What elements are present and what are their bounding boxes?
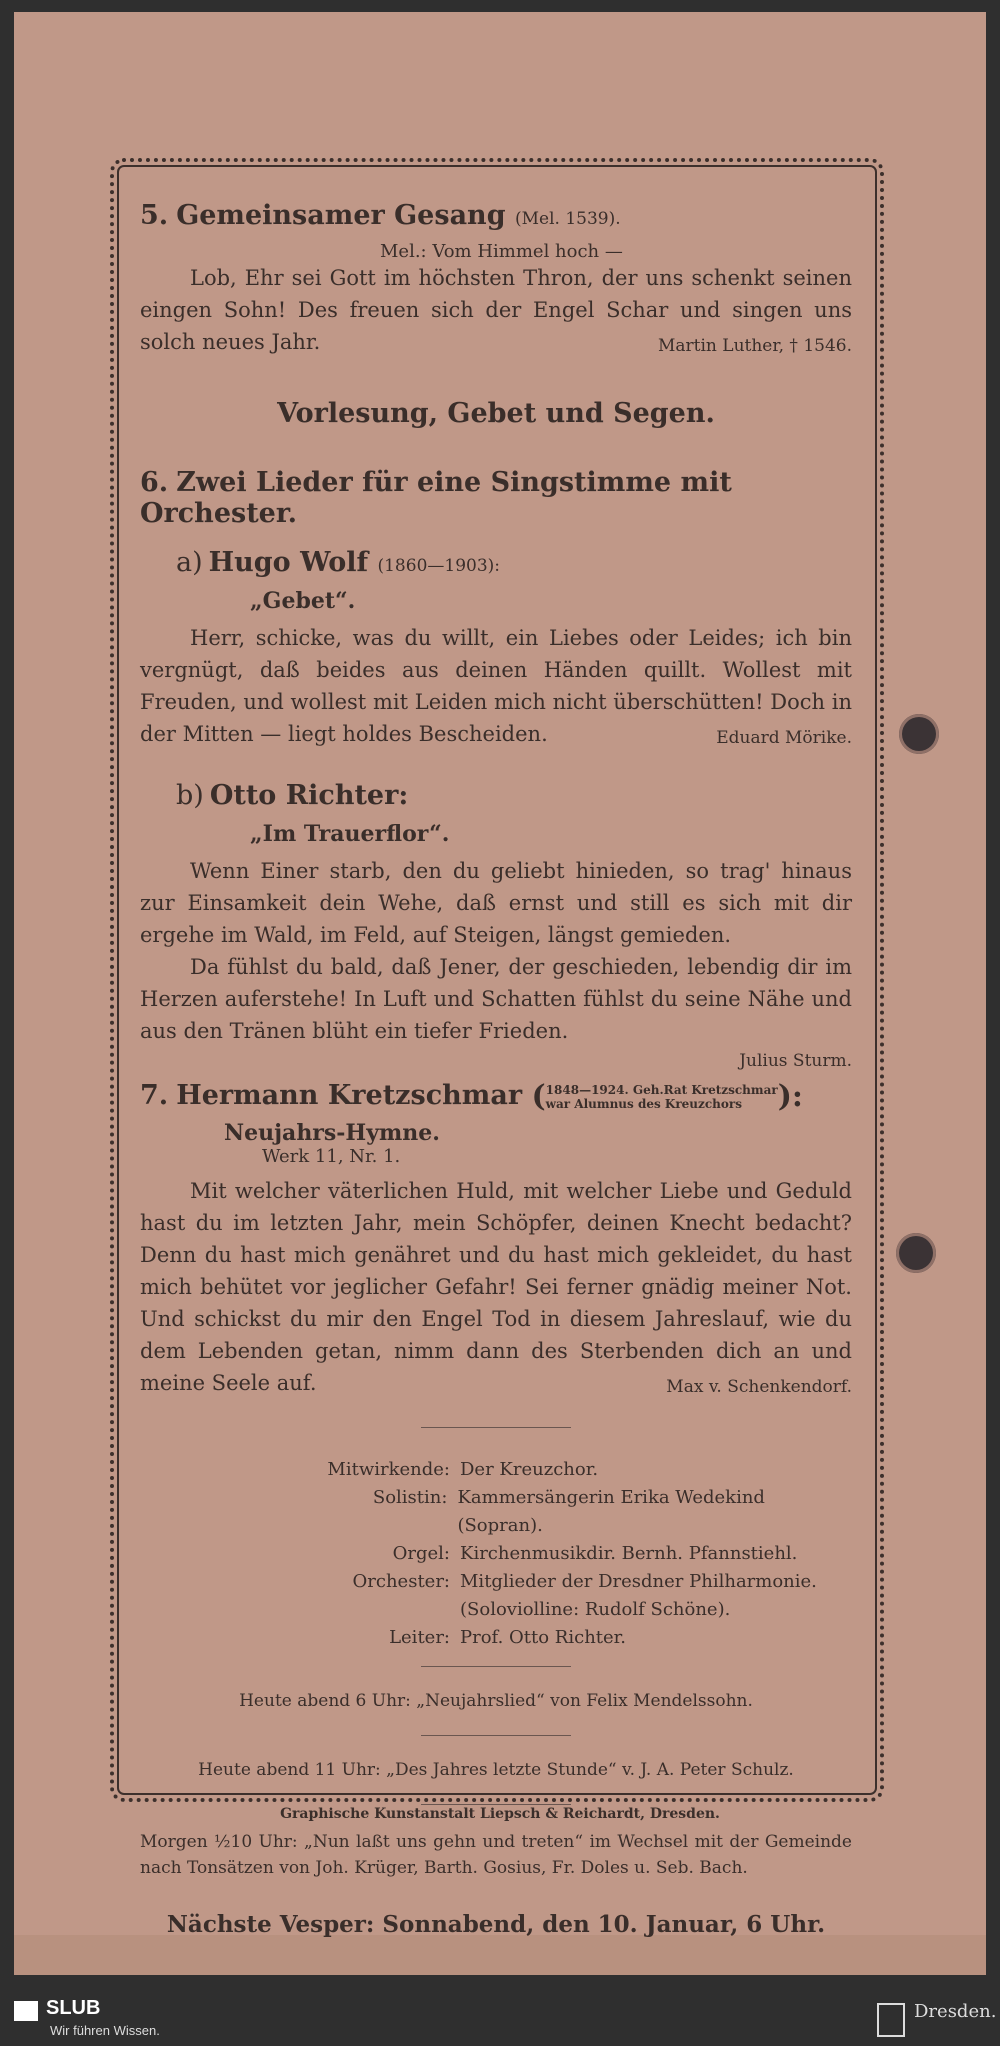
printer-credit: Graphische Kunstanstalt Liepsch & Reichardt, Dresden. [280,1806,720,1822]
slub-logo-icon[interactable] [14,2001,38,2021]
song-a-title: „Gebet“. [250,588,356,614]
vorlesung-heading: Vorlesung, Gebet und Segen. [277,398,715,429]
next-vesper: Nächste Vesper: Sonnabend, den 10. Januar, 6 Uhr. [166,1911,826,1938]
performer-row: Mitwirkende: Der Kreuzchor. [327,1459,599,1480]
paper-edge [14,1935,986,1975]
song-b-text-2: Da fühlst du bald, daß Jener, der geschieden, lebendig dir im Herzen auferstehe! In Luft und Schatten fühlst du seine Nähe und aus den Tränen blüht ein tiefer Frieden. [140,955,852,1043]
program-content [140,200,852,1938]
punch-hole-bottom [896,1233,936,1273]
hymn-opus: Werk 11, Nr. 1. [262,1146,401,1167]
slub-name[interactable]: SLUB [46,1997,101,2019]
song-b-author: Julius Sturm. [739,1051,852,1071]
divider [421,1427,571,1428]
divider [421,1666,571,1667]
song-b-heading: b) Otto Richter: [176,780,409,811]
hymn-title: Neujahrs-Hymne. [224,1120,440,1146]
section-5-author: Martin Luther, † 1546. [657,336,852,356]
section-5-heading: 5. Gemeinsamer Gesang (Mel. 1539). [140,200,621,231]
composer-note: 1848—1924. Geh.Rat Kretzschmar war Alumnus des Kreuzchors [545,1082,778,1111]
performer-row: Orchester: Mitglieder der Dresdner Philharmonie. [352,1571,817,1592]
section-7-heading: 7. Hermann Kretzschmar (1848—1924. Geh.Rat Kretzschmar war Alumnus des Kreuzchors ): [140,1079,803,1114]
divider [421,1735,571,1736]
note-tomorrow: Morgen ½10 Uhr: „Nun laßt uns gehn und treten“ im Wechsel mit der Gemeinde nach Tonsätzen von Joh. Krüger, Barth. Gosius, Fr. Doles u. Seb. Bach. [140,1832,852,1878]
note-today-6: Heute abend 6 Uhr: „Neujahrslied“ von Felix Mendelssohn. [239,1691,753,1711]
slub-tagline: Wir führen Wissen. [50,2023,160,2038]
performer-row: Solistin: Kammersängerin Erika Wedekind (Sopran). [372,1487,765,1536]
performers-list [200,1456,852,1652]
footer-bar [0,1995,1000,2046]
song-b-text-1: Wenn Einer starb, den du geliebt hinieden, so trag' hinaus zur Einsamkeit dein Wehe, daß ernst und still es sich mit dir ergehe im Wald, im Feld, auf Steigen, längst gemieden. [140,859,852,947]
hymn-text: Mit welcher väterlichen Huld, mit welcher Liebe und Geduld hast du im letzten Jahr, mein Schöpfer, deinen Knecht bedacht? Denn du hast mich genähret und du hast mich gekleidet, du hast mich behütet vor jeglicher Gefahr! Sei ferner gnädig meiner Not. Und schickst du mir den Engel Tod in diesem Jahreslauf, wie du dem Lebenden getan, nimm dann des Sterbenden dich an und meine Seele auf. Max v. Schenkendorf. [140,1175,852,1399]
song-a-text: Herr, schicke, was du willt, ein Liebes oder Leides; ich bin vergnügt, daß beides aus deinen Händen quillt. Wollest mit Freuden, und wollest mit Leiden mich nicht überschütten! Doch in der Mitten — liegt holdes Bescheiden. Eduard Mörike. [140,622,852,750]
divider [421,1804,571,1805]
performer-row: Orgel: Kirchenmusikdir. Bernh. Pfannstiehl. [392,1543,798,1564]
song-a-author: Eduard Mörike. [716,728,852,748]
performer-row: (Soloviolline: Rudolf Schöne). [460,1599,731,1620]
performer-row: Leiter: Prof. Otto Richter. [389,1627,627,1648]
section-5-text: Lob, Ehr sei Gott im höchsten Thron, der uns schenkt seinen eingen Sohn! Des freuen sich der Engel Schar und singen uns solch neues Jahr. Martin Luther, † 1546. [140,262,852,358]
song-a-heading: a) Hugo Wolf (1860—1903): [176,547,501,578]
dresden-name[interactable]: Dresden. [914,2001,997,2022]
melody-note: Mel.: Vom Himmel hoch — [380,241,623,262]
song-b-title: „Im Trauerflor“. [250,821,450,847]
hymn-author: Max v. Schenkendorf. [666,1377,852,1397]
section-6-heading: 6. Zwei Lieder für eine Singstimme mit Orchester. [140,467,732,529]
note-today-11: Heute abend 11 Uhr: „Des Jahres letzte Stunde“ v. J. A. Peter Schulz. [198,1760,794,1780]
punch-hole-top [899,714,939,754]
dresden-logo-icon[interactable] [877,2003,905,2037]
